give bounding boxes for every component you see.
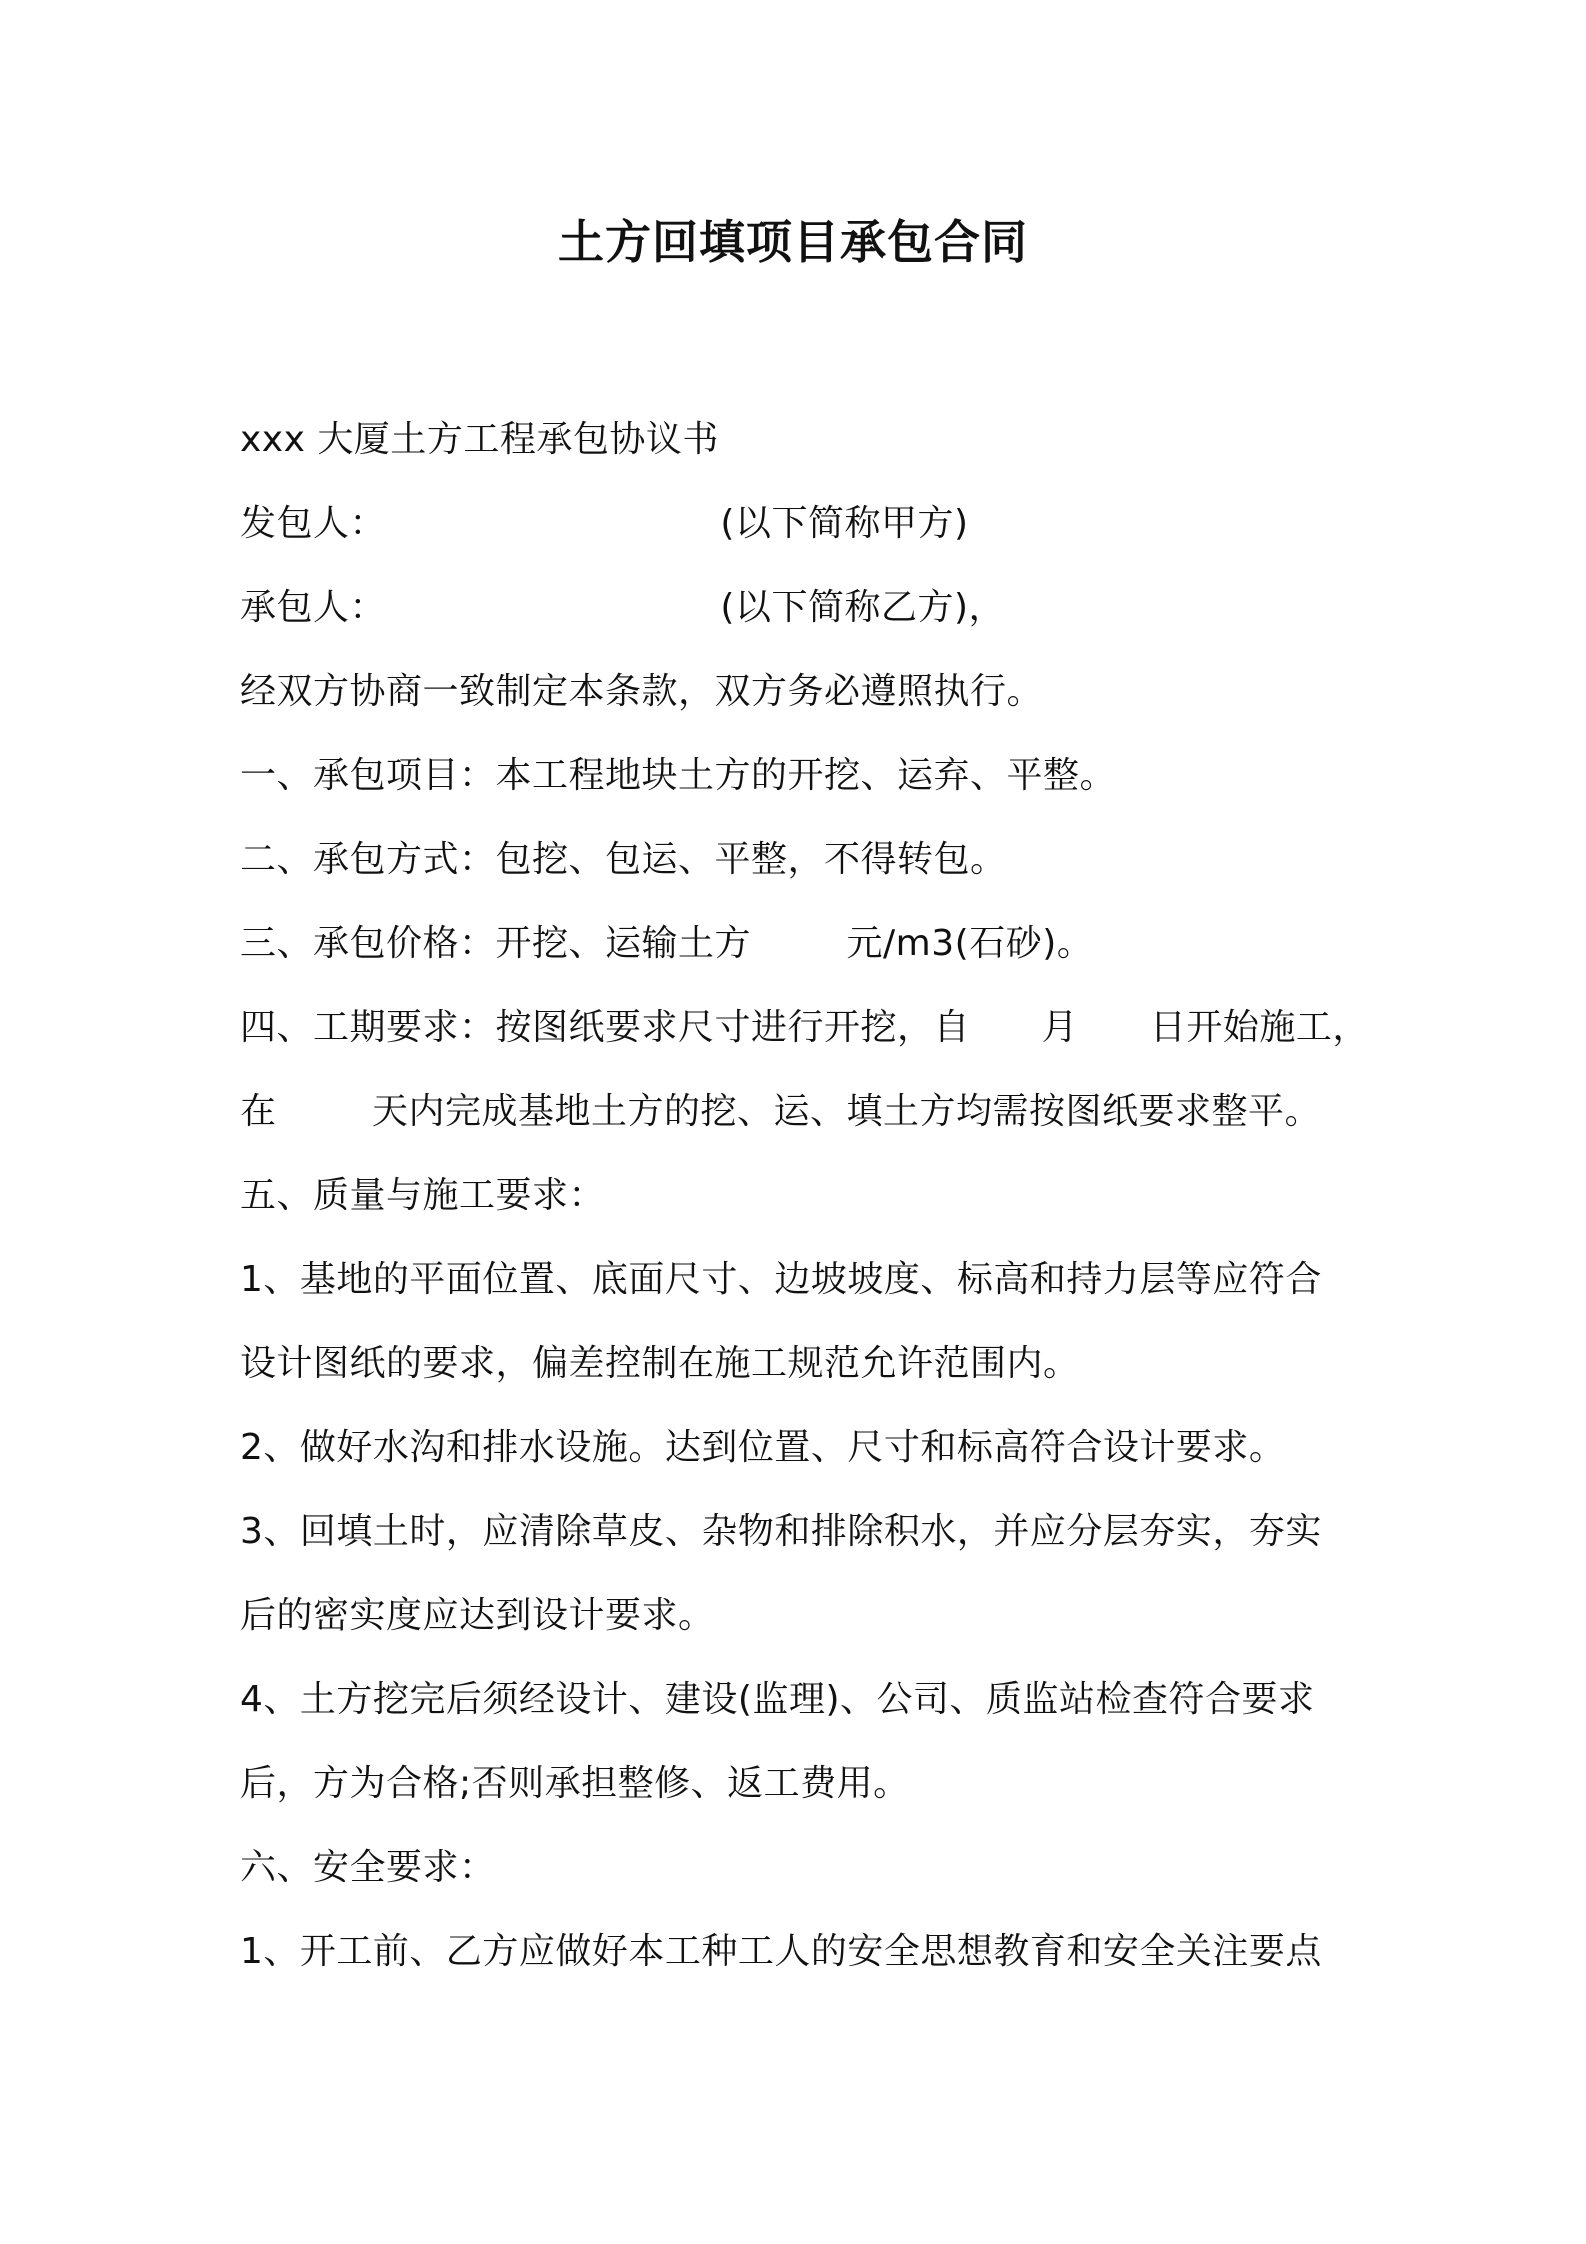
agreement-heading: xxx 大厦土方工程承包协议书 <box>240 419 719 460</box>
clause-method: 二、承包方式：包挖、包运、平整，不得转包。 <box>240 839 1007 880</box>
quality-item-4-continued: 后，方为合格;否则承担整修、返工费用。 <box>240 1763 910 1804</box>
clause-scope: 一、承包项目：本工程地块土方的开挖、运弃、平整。 <box>240 755 1117 796</box>
employer-line: 发包人： (以下简称甲方) <box>240 503 969 544</box>
quality-item-3: 3、回填土时，应清除草皮、杂物和排除积水，并应分层夯实，夯实 <box>240 1511 1322 1552</box>
clause-schedule: 四、工期要求：按图纸要求尺寸进行开挖，自 月 日开始施工， <box>240 1007 1369 1048</box>
quality-item-1-continued: 设计图纸的要求，偏差控制在施工规范允许范围内。 <box>240 1343 1080 1384</box>
contractor-line: 承包人： (以下简称乙方)， <box>240 587 1006 628</box>
preamble-line: 经双方协商一致制定本条款，双方务必遵照执行。 <box>240 671 1044 712</box>
section-safety: 六、安全要求： <box>240 1847 496 1888</box>
quality-item-3-continued: 后的密实度应达到设计要求。 <box>240 1595 715 1636</box>
clause-price: 三、承包价格：开挖、运输土方 元/m3(石砂)。 <box>240 923 1094 964</box>
quality-item-1: 1、基地的平面位置、底面尺寸、边坡坡度、标高和持力层等应符合 <box>240 1259 1322 1300</box>
page-title: 土方回填项目承包合同 <box>558 215 1028 269</box>
safety-item-1: 1、开工前、乙方应做好本工种工人的安全思想教育和安全关注要点 <box>240 1931 1322 1972</box>
quality-item-4: 4、土方挖完后须经设计、建设(监理)、公司、质监站检查符合要求 <box>240 1679 1315 1720</box>
quality-item-2: 2、做好水沟和排水设施。达到位置、尺寸和标高符合设计要求。 <box>240 1427 1286 1468</box>
section-quality: 五、质量与施工要求： <box>240 1175 606 1216</box>
clause-schedule-continued: 在 天内完成基地土方的挖、运、填土方均需按图纸要求整平。 <box>240 1091 1322 1132</box>
